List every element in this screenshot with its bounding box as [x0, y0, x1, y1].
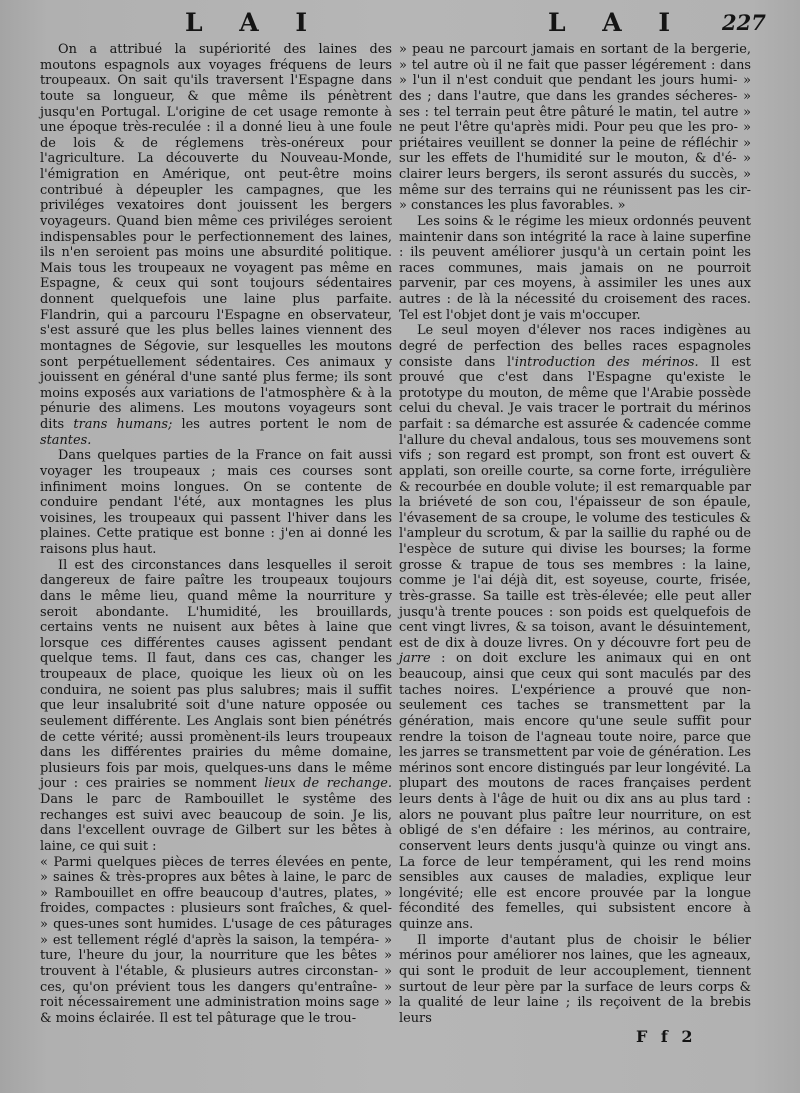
paragraph-text: Dans le parc de Rambouillet le systême des rechanges est suivi avec beaucoup de soin. Je lis, dans l'excellent ouvrage de Gilbert sur les bêtes à laine, ce qui suit : [40, 792, 392, 854]
italic-term: trans humans; [73, 417, 173, 432]
italic-term: lieux de rechange. [264, 776, 392, 792]
paragraph-rechanges [40, 558, 392, 855]
italic-term: jarre [399, 651, 431, 667]
running-title-left: L A I [185, 8, 322, 37]
italic-term: introduction des mérinos. [514, 354, 699, 370]
right-column [399, 42, 751, 1026]
paragraph-text: : on doit exclure les animaux qui en ont beaucoup, ainsi que ceux qui sont maculés par des taches noires. L'expérience a prouvé que non-seulement ces taches se transmettent par la génération, mais encore qu'une seule suffit pour rendre la toison de l'agneau toute noire, parce que les jarres se transmettent par voie de génération. Les mérinos sont encore distingués par leur longévité. La plupart des moutons de races françaises perdent leurs dents à l'âge de huit ou dix ans au plus tard : alors ne pouvant plus paître leur nourriture, on est obligé de s'en défaire : les mérinos, au contraire, conservent leurs dents jusqu'à quinze ou vingt ans. La force de leur tempérament, qui les rend moins sensibles aux causes de maladies, explique leur longévité; elle est encore prouvée par la longue fécondité des femelles, qui subsistent encore à quinze ans. [399, 651, 751, 932]
quotation-gilbert-continued: » peau ne parcourt jamais en sortant de la bergerie, » tel autre où il ne fait que passer légérement : dans » l'un il n'est conduit que pendant les jours humi- » des ; dans l'autre, que dans les grandes sécheres- » ses : tel terrain peut être pâturé le matin, tel autre » ne peut l'être qu'après midi. Pour peu que les pro- » priétaires veuillent se donner la peine de réfléchir » sur les effets de l'humidité sur le mouton, & d'é- » clairer leurs bergers, ils seront assurés du succès, » même sur des terrains qui ne réunissent pas les cir- » constances les plus favorables. » [399, 42, 751, 214]
quotation-gilbert: « Parmi quelques pièces de terres élevées en pente, » saines & très-propres aux bêtes à laine, le parc de » Rambouillet en offre beaucoup d'autres, plates, » froides, compactes : plusieurs sont fraîches, & quel- » ques-unes sont humides. L'usage de ces pâturages » est tellement réglé d'après la saison, la tempéra- » ture, l'heure du jour, la nourriture que les bêtes » trouvent à l'étable, & plusieurs autres circonstan- » ces, qu'on prévient tous les dangers qu'entraîne- » roit nécessairement une administration moins sage » & moins éclairée. Il est tel pâturage que le trou- [40, 854, 392, 1026]
paragraph-text: Le seul moyen d'élever nos races indigènes au degré de perfection des belles races espagnoles consiste dans l' [399, 323, 751, 370]
paragraph-text: Il est des circonstances dans lesquelles il seroit dangereux de faire paître les troupeaux toujours dans le même lieu, quand même la nourriture y seroit abondante. L'humidité, les brouillards, certains vents ne nuisent aux bêtes à laine que lorsque ces différentes causes agissent pendant quelque tems. Il faut, dans ces cas, changer les troupeaux de place, quoique les lieux où on les conduira, ne soient pas plus salubres; mais il suffit que leur insalubrité soit d'une nature opposée ou seulement différente. Les Anglais sont bien pénétrés de cette vérité; aussi promènent-ils leurs troupeaux dans les différentes prairies du même domaine, plusieurs fois par mois, quelques-uns dans le même jour : ces prairies se nomment [40, 557, 392, 792]
italic-term: stantes. [40, 432, 92, 448]
paragraph-france-voyages: Dans quelques parties de la France on fait aussi voyager les troupeaux ; mais ces courses sont infiniment moins longues. On se contente de conduire pendant l'été, aux montagnes les plus voisines, les troupeaux qui passent l'hiver dans les plaines. Cette pratique est bonne : j'en ai donné les raisons plus haut. [40, 448, 392, 557]
paragraph-transhumance [40, 42, 392, 448]
signature-mark: F f 2 [636, 1027, 697, 1046]
paragraph-text: les autres portent le nom de [172, 417, 392, 432]
paragraph-merinos-portrait [399, 323, 751, 932]
page-number: 227 [722, 10, 766, 35]
paragraph-belier: Il importe d'autant plus de choisir le bélier mérinos pour améliorer nos laines, que les agneaux, qui sont le produit de leur accouplement, tiennent surtout de leur père par la surface de leurs corps & la qualité de leur laine ; ils reçoivent de la brebis leurs [399, 932, 751, 1026]
paragraph-croisement: Les soins & le régime les mieux ordonnés peuvent maintenir dans son intégrité la race à laine superfine : ils peuvent améliorer jusqu'à un certain point les races communes, mais jamais on ne pourroit parvenir, par ces moyens, à assimiler les unes aux autres : de là la nécessité du croisement des races. Tel est l'objet dont je vais m'occuper. [399, 213, 751, 323]
running-head [0, 8, 800, 38]
running-title-right: L A I [548, 8, 685, 37]
paragraph-text: On a attribué la supériorité des laines des moutons espagnols aux voyages fréquens de leurs troupeaux. On sait qu'ils traversent l'Espagne dans toute sa longueur, & que même ils pénètrent jusqu'en Portugal. L'origine de cet usage remonte à une époque très-reculée : il a donné lieu à une foule de lois & de réglemens très-onéreux pour l'agriculture. La découverte du Nouveau-Monde, l'émigration en Amérique, ont peut-être moins contribué à dépeupler les campagnes, que les priviléges vexatoires dont jouissent les bergers voyageurs. Quand bien même ces priviléges seroient indispensables pour le perfectionnement des laines, ils n'en seroient pas moins une absurdité politique. Mais tous les troupeaux ne voyagent pas même en Espagne, & ceux qui sont toujours sédentaires donnent quelquefois une laine plus parfaite. Flandrin, qui a parcouru l'Espagne en observateur, s'est assuré que les plus belles laines viennent des montagnes de Ségovie, sur lesquelles les moutons sont perpétuellement sédentaires. Ces animaux y jouissent en général d'une santé plus ferme; ils sont moins exposés aux variations de l'atmosphère & à la pénurie des alimens. Les moutons voyageurs sont dits [40, 42, 392, 432]
left-column [40, 42, 392, 1026]
paragraph-text: Il est prouvé que c'est dans l'Espagne qu'existe le prototype du mouton, de même que l'Arabie possède celui du cheval. Je vais tracer le portrait du mérinos parfait : sa démarche est assurée & cadencée comme l'allure du cheval andalous, tous ses mouvemens sont vifs ; son regard est prompt, son front est ouvert & applati, son oreille courte, sa corne forte, irrégulière & recourbée en double volute; il est remarquable par la briéveté de son cou, l'épaisseur de son épaule, l'évasement de sa croupe, le volume des testicules & l'ampleur du scrotum, & par la saillie du raphé ou de l'espèce de suture qui divise les bourses; la forme grosse & trapue de tous ses membres : la laine, comme je l'ai déjà dit, est soyeuse, courte, frisée, très-grasse. Sa taille est très-élevée; elle peut aller jusqu'à trente pouces : son poids est quelquefois de cent vingt livres, & sa toison, avant le désuintement, est de dix à douze livres. On y découvre fort peu de [399, 354, 751, 651]
